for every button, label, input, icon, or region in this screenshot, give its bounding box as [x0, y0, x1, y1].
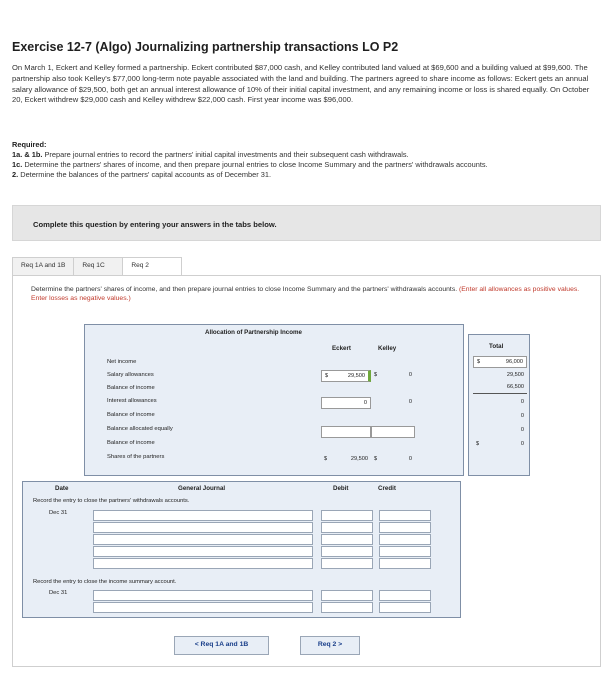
eckert-salary-value: 29,500	[347, 373, 365, 379]
row-balance-1: Balance of income	[107, 385, 155, 391]
tab-req-2[interactable]: Req 2	[122, 257, 182, 276]
credit-input[interactable]	[379, 522, 431, 533]
account-input[interactable]	[93, 590, 313, 601]
total-interest	[473, 397, 527, 409]
credit-input[interactable]	[379, 590, 431, 601]
journal-date-1: Dec 31	[49, 510, 68, 516]
debit-input[interactable]	[321, 602, 373, 613]
total-balance-1-value: 66,500	[506, 384, 524, 390]
row-equal: Balance allocated equally	[107, 426, 173, 432]
journal-date-2: Dec 31	[49, 590, 68, 596]
account-input[interactable]	[93, 510, 313, 521]
eckert-interest-value: 0	[363, 400, 367, 406]
prev-req-button[interactable]: < Req 1A and 1B	[174, 636, 269, 655]
req-tabs	[12, 257, 181, 276]
col-date: Date	[55, 485, 69, 492]
col-kelley: Kelley	[378, 345, 397, 352]
row-net-income: Net income	[107, 359, 137, 365]
kelley-interest-value: 0	[408, 399, 412, 405]
complete-banner-text: Complete this question by entering your answers in the tabs below.	[33, 220, 277, 229]
account-input[interactable]	[93, 534, 313, 545]
total-salary-value: 29,500	[506, 372, 524, 378]
instruction-sub: (Enter all allowances as positive values. Enter losses as negative values.)	[31, 286, 580, 302]
eckert-equal-input[interactable]	[321, 426, 371, 438]
account-input[interactable]	[93, 546, 313, 557]
debit-input[interactable]	[321, 558, 373, 569]
total-balance-1	[473, 382, 527, 394]
col-debit: Debit	[333, 485, 349, 492]
account-input[interactable]	[93, 522, 313, 533]
eckert-shares	[321, 454, 371, 466]
credit-input[interactable]	[379, 546, 431, 557]
row-interest: Interest allowances	[107, 398, 157, 404]
problem-description: On March 1, Eckert and Kelley formed a partnership. Eckert contributed $87,000 cash, and Kelley contributed land valued at $69,600 and a building valued at $99,600. The partnership also took Kelley's $77,000 long-term note payable associated with the land and building. The partners agreed to share income as follows: Eckert gets an annual salary allowance of $29,500, both get an annual interest allowance of 10% of their initial capital investment, and any remaining income or loss is shared equally. On October 20, Eckert withdrew $29,000 cash and Kelley withdrew $22,000 cash. First year income was $96,000.	[12, 63, 590, 105]
total-balance-2	[473, 411, 527, 423]
currency-symbol: $	[324, 456, 328, 462]
total-equal-value: 0	[520, 427, 524, 433]
complete-banner	[12, 205, 601, 241]
total-salary	[473, 370, 527, 382]
total-net-income	[473, 356, 527, 368]
currency-symbol: $	[374, 456, 378, 462]
kelley-shares-value: 0	[408, 456, 412, 462]
kelley-equal-input[interactable]	[371, 426, 415, 438]
currency-symbol: $	[374, 372, 378, 378]
credit-input[interactable]	[379, 534, 431, 545]
currency-symbol: $	[476, 441, 480, 447]
next-req-button[interactable]: Req 2 >	[300, 636, 360, 655]
general-journal	[22, 481, 461, 618]
page-title: Exercise 12-7 (Algo) Journalizing partnership transactions LO P2	[12, 40, 399, 54]
row-shares: Shares of the partners	[107, 454, 165, 460]
account-input[interactable]	[93, 558, 313, 569]
total-balance-2-value: 0	[520, 413, 524, 419]
kelley-shares	[371, 454, 415, 466]
total-shares-value: 0	[520, 441, 524, 447]
credit-input[interactable]	[379, 602, 431, 613]
col-total: Total	[489, 343, 504, 350]
kelley-interest-input[interactable]	[371, 397, 415, 409]
req-1c-label: 1c.	[12, 160, 23, 169]
req-1ab-text: Prepare journal entries to record the partners' initial capital investments and their subsequent cash withdrawals.	[44, 150, 409, 159]
total-net-income-value: 96,000	[505, 359, 523, 365]
debit-input[interactable]	[321, 510, 373, 521]
kelley-salary-value: 0	[408, 372, 412, 378]
total-column	[468, 334, 530, 476]
account-input[interactable]	[93, 602, 313, 613]
debit-input[interactable]	[321, 534, 373, 545]
allocation-title: Allocation of Partnership Income	[205, 329, 302, 336]
tab-req-1c[interactable]: Req 1C	[73, 257, 123, 276]
req-2-label: 2.	[12, 170, 19, 179]
currency-symbol: $	[325, 373, 329, 379]
instruction-text	[31, 285, 591, 303]
col-general-journal: General Journal	[178, 485, 226, 492]
requirements	[12, 140, 602, 180]
allocation-table	[84, 324, 464, 476]
eckert-interest-input[interactable]	[321, 397, 371, 409]
currency-symbol: $	[477, 359, 481, 365]
kelley-salary-input[interactable]	[371, 370, 415, 382]
row-balance-3: Balance of income	[107, 440, 155, 446]
eckert-shares-value: 29,500	[350, 456, 368, 462]
total-shares	[473, 439, 527, 451]
total-equal	[473, 425, 527, 437]
col-eckert: Eckert	[332, 345, 351, 352]
journal-note-2: Record the entry to close the income summary account.	[33, 579, 177, 585]
debit-input[interactable]	[321, 590, 373, 601]
eckert-salary-input[interactable]	[321, 370, 371, 382]
credit-input[interactable]	[379, 558, 431, 569]
req-1c-text: Determine the partners' shares of income, and then prepare journal entries to close Income Summary and the partners' withdrawals accounts.	[24, 160, 488, 169]
tab-req-1a-1b[interactable]: Req 1A and 1B	[12, 257, 74, 276]
req-1ab-label: 1a. & 1b.	[12, 150, 43, 159]
col-credit: Credit	[378, 485, 396, 492]
total-interest-value: 0	[520, 399, 524, 405]
row-balance-2: Balance of income	[107, 412, 155, 418]
debit-input[interactable]	[321, 522, 373, 533]
journal-note-1: Record the entry to close the partners' withdrawals accounts.	[33, 498, 190, 504]
credit-input[interactable]	[379, 510, 431, 521]
req-2-text: Determine the balances of the partners' capital accounts as of December 31.	[20, 170, 272, 179]
row-salary: Salary allowances	[107, 372, 154, 378]
debit-input[interactable]	[321, 546, 373, 557]
instruction-main: Determine the partners' shares of income, and then prepare journal entries to close Income Summary and the partners' withdrawals accounts.	[31, 286, 458, 293]
required-heading: Required:	[12, 140, 47, 149]
